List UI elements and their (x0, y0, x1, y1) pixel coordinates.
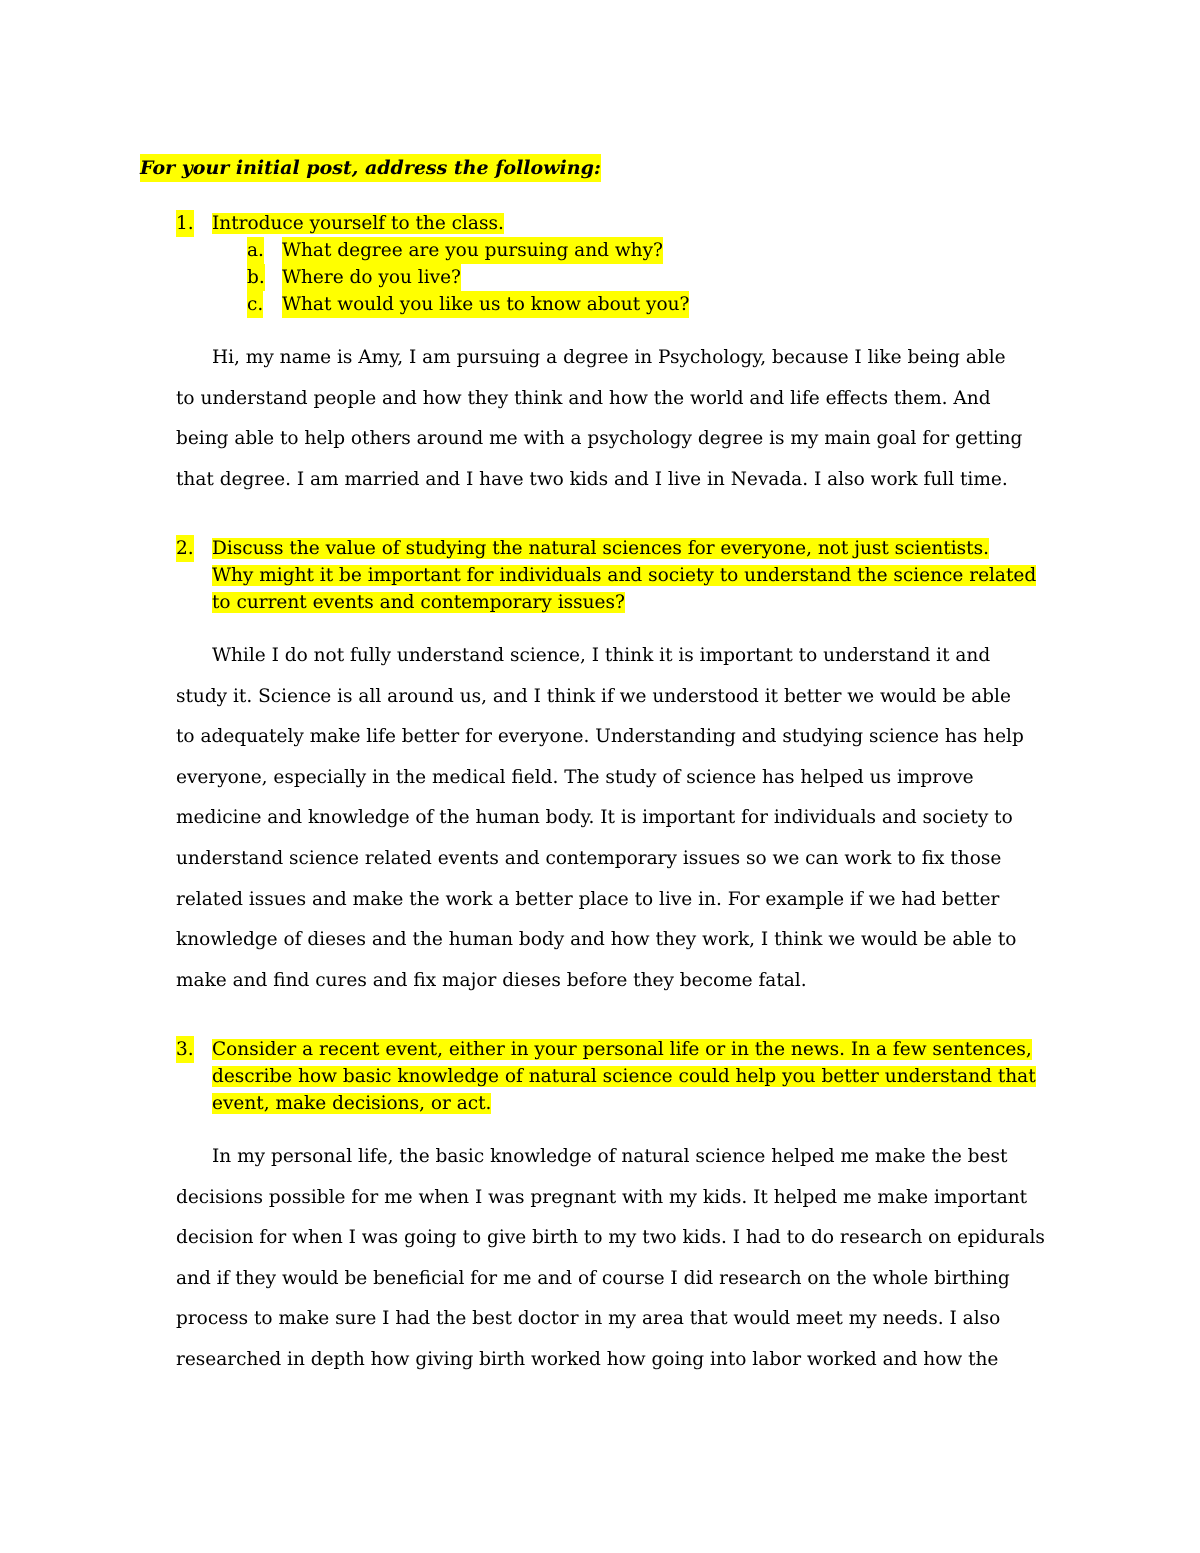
answer-2-line: to adequately make life better for everyone. Understanding and studying science has help (176, 726, 1024, 748)
question-3-number: 3. (176, 1036, 194, 1063)
answer-2-paragraph (176, 636, 1076, 1001)
question-2-number: 2. (176, 535, 194, 562)
subitem-a-text: What degree are you pursuing and why? (282, 237, 663, 264)
answer-3-line: and if they would be beneficial for me and of course I did research on the whole birthing (176, 1267, 1010, 1289)
question-2-line: Discuss the value of studying the natural sciences for everyone, not just scientists. (212, 538, 989, 559)
answer-3-line: researched in depth how giving birth worked how going into labor worked and how the (176, 1348, 999, 1370)
answer-1-line: being able to help others around me with a psychology degree is my main goal for getting (176, 428, 1023, 450)
subitem-a-letter: a. (247, 237, 264, 264)
subitem-c-letter: c. (247, 291, 263, 318)
answer-3-paragraph (176, 1137, 1076, 1381)
subitem-b-text: Where do you live? (282, 264, 461, 291)
question-1-number: 1. (176, 210, 194, 237)
question-3-line: event, make decisions, or act. (212, 1093, 492, 1114)
answer-1-line: that degree. I am married and I have two kids and I live in Nevada. I also work full time. (176, 468, 1008, 490)
question-1-text: Introduce yourself to the class. (212, 213, 504, 234)
answer-2-line: understand science related events and contemporary issues so we can work to fix those (176, 847, 1002, 869)
question-2-line: to current events and contemporary issues? (212, 592, 625, 613)
answer-3-line: process to make sure I had the best doctor in my area that would meet my needs. I also (176, 1308, 1001, 1330)
answer-2-line: medicine and knowledge of the human body. It is important for individuals and society to (176, 807, 1013, 829)
question-3-line: Consider a recent event, either in your personal life or in the news. In a few sentences, (212, 1039, 1032, 1060)
answer-2-line: make and find cures and fix major dieses before they become fatal. (176, 969, 807, 991)
question-3-line: describe how basic knowledge of natural science could help you better understand that (212, 1066, 1036, 1087)
answer-3-line: In my personal life, the basic knowledge of natural science helped me make the best (212, 1146, 1008, 1167)
subitem-c-text: What would you like us to know about you? (282, 291, 689, 318)
answer-2-line: While I do not fully understand science, I think it is important to understand it and (212, 645, 991, 666)
answer-1-line: Hi, my name is Amy, I am pursuing a degree in Psychology, because I like being able (212, 347, 1006, 368)
answer-3-line: decision for when I was going to give birth to my two kids. I had to do research on epidurals (176, 1227, 1045, 1249)
prompt-heading: For your initial post, address the following: (140, 154, 601, 182)
answer-2-line: knowledge of dieses and the human body and how they work, I think we would be able to (176, 929, 1017, 951)
answer-1-paragraph (176, 338, 1076, 500)
answer-2-line: everyone, especially in the medical field. The study of science has helped us improve (176, 766, 974, 788)
answer-1-line: to understand people and how they think and how the world and life effects them. And (176, 387, 991, 409)
question-2-line: Why might it be important for individuals and society to understand the science related (212, 565, 1037, 586)
subitem-b-letter: b. (247, 264, 265, 291)
answer-2-line: related issues and make the work a better place to live in. For example if we had better (176, 888, 1000, 910)
answer-3-line: decisions possible for me when I was pregnant with my kids. It helped me make important (176, 1186, 1028, 1208)
answer-2-line: study it. Science is all around us, and I think if we understood it better we would be able (176, 685, 1011, 707)
